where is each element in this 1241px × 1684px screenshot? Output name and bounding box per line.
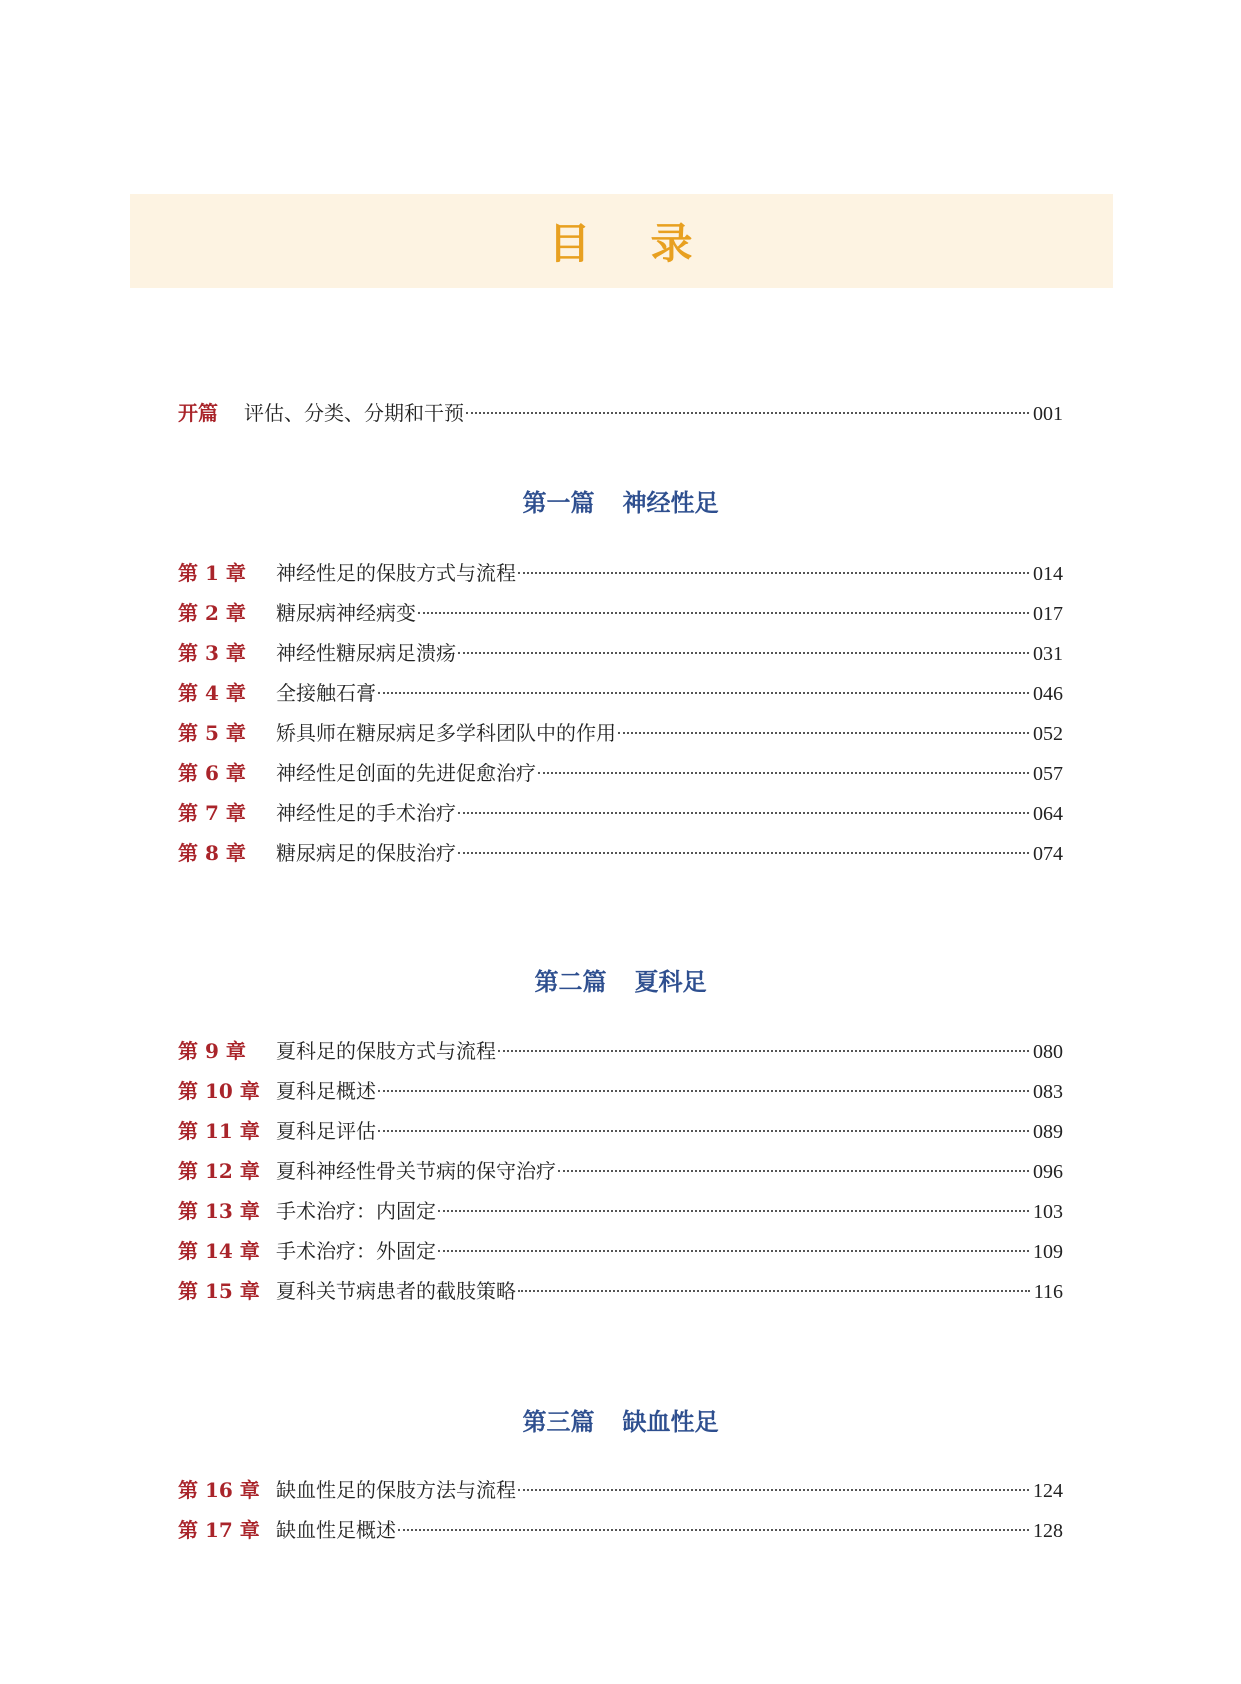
part-name: 夏科足 [634,967,707,996]
dot-leader [458,652,1029,654]
entry-title: 糖尿病足的保肢治疗 [276,841,456,865]
entry-label: 第 17 章 [178,1518,260,1542]
toc-entry[interactable] [178,1036,1063,1066]
part-label: 第一篇 [522,488,595,517]
dot-leader [378,1130,1029,1132]
entry-label: 第 10 章 [178,1079,260,1103]
dot-leader [418,612,1029,614]
toc-entry[interactable] [178,1276,1063,1306]
entry-page: 046 [1033,683,1063,705]
entry-title: 矫具师在糖尿病足多学科团队中的作用 [276,721,616,745]
toc-entry[interactable] [178,798,1063,828]
dot-leader [518,1290,1030,1292]
entry-label: 第 7 章 [178,801,246,825]
dot-leader [518,1489,1029,1491]
entry-title: 夏科足概述 [276,1079,376,1103]
entry-title: 神经性糖尿病足溃疡 [276,641,456,665]
part-name: 神经性足 [622,488,719,517]
entry-label: 第 9 章 [178,1039,246,1063]
toc-entry[interactable] [178,638,1063,668]
toc-entry[interactable] [178,598,1063,628]
entry-page: 089 [1033,1121,1063,1143]
entry-page: 103 [1033,1201,1063,1223]
entry-page: 064 [1033,803,1063,825]
entry-label: 第 13 章 [178,1199,260,1223]
entry-page: 116 [1033,1281,1063,1303]
entry-page: 080 [1033,1041,1063,1063]
dot-leader [438,1250,1029,1252]
entry-page: 014 [1033,563,1063,585]
part-name: 缺血性足 [622,1407,719,1436]
entry-label: 第 2 章 [178,601,246,625]
toc-title-band [130,194,1113,288]
entry-label: 第 6 章 [178,761,246,785]
entry-title: 夏科神经性骨关节病的保守治疗 [276,1159,556,1183]
entry-label: 开篇 [178,401,218,425]
toc-entry[interactable] [178,678,1063,708]
dot-leader [466,412,1029,414]
entry-label: 第 5 章 [178,721,246,745]
entry-page: 017 [1033,603,1063,625]
part-label: 第三篇 [522,1407,595,1436]
part-heading [0,483,1241,518]
dot-leader [458,852,1029,854]
entry-page: 074 [1033,843,1063,865]
toc-entry[interactable] [178,758,1063,788]
entry-label: 第 11 章 [178,1119,260,1143]
entry-label: 第 12 章 [178,1159,260,1183]
toc-entry[interactable] [178,1116,1063,1146]
part-heading [0,1402,1241,1437]
entry-page: 128 [1033,1520,1063,1542]
entry-title: 夏科足评估 [276,1119,376,1143]
entry-page: 096 [1033,1161,1063,1183]
entry-title: 神经性足创面的先进促愈治疗 [276,761,536,785]
entry-title: 夏科足的保肢方式与流程 [276,1039,496,1063]
dot-leader [378,1090,1029,1092]
entry-page: 124 [1033,1480,1063,1502]
dot-leader [518,572,1029,574]
entry-title: 评估、分类、分期和干预 [244,401,464,425]
dot-leader [398,1529,1029,1531]
entry-page: 109 [1033,1241,1063,1263]
entry-title: 糖尿病神经病变 [276,601,416,625]
entry-label: 第 4 章 [178,681,246,705]
entry-label: 第 8 章 [178,841,246,865]
dot-leader [558,1170,1029,1172]
dot-leader [438,1210,1029,1212]
entry-label: 第 16 章 [178,1478,260,1502]
toc-entry[interactable] [178,558,1063,588]
toc-entry[interactable] [178,838,1063,868]
entry-title: 手术治疗：外固定 [276,1239,436,1263]
entry-page: 001 [1033,403,1063,425]
entry-page: 057 [1033,763,1063,785]
entry-label: 第 1 章 [178,561,246,585]
entry-label: 第 15 章 [178,1279,260,1303]
dot-leader [538,772,1029,774]
toc-entry[interactable] [178,1076,1063,1106]
toc-entry[interactable] [178,398,1063,428]
dot-leader [498,1050,1029,1052]
entry-page: 083 [1033,1081,1063,1103]
toc-entry[interactable] [178,1515,1063,1545]
toc-entry[interactable] [178,1156,1063,1186]
entry-page: 031 [1033,643,1063,665]
part-heading [0,962,1241,997]
part-label: 第二篇 [534,967,607,996]
entry-title: 神经性足的保肢方式与流程 [276,561,516,585]
entry-title: 全接触石膏 [276,681,376,705]
dot-leader [458,812,1029,814]
entry-label: 第 3 章 [178,641,246,665]
entry-label: 第 14 章 [178,1239,260,1263]
entry-title: 手术治疗：内固定 [276,1199,436,1223]
toc-title-left: 目 [548,219,593,268]
entry-title: 缺血性足的保肢方法与流程 [276,1478,516,1502]
entry-page: 052 [1033,723,1063,745]
entry-title: 神经性足的手术治疗 [276,801,456,825]
toc-entry[interactable] [178,1236,1063,1266]
entry-title: 缺血性足概述 [276,1518,396,1542]
dot-leader [378,692,1029,694]
toc-entry[interactable] [178,718,1063,748]
toc-title-right: 录 [650,219,695,268]
toc-entry[interactable] [178,1475,1063,1505]
toc-entry[interactable] [178,1196,1063,1226]
dot-leader [618,732,1029,734]
entry-title: 夏科关节病患者的截肢策略 [276,1279,516,1303]
